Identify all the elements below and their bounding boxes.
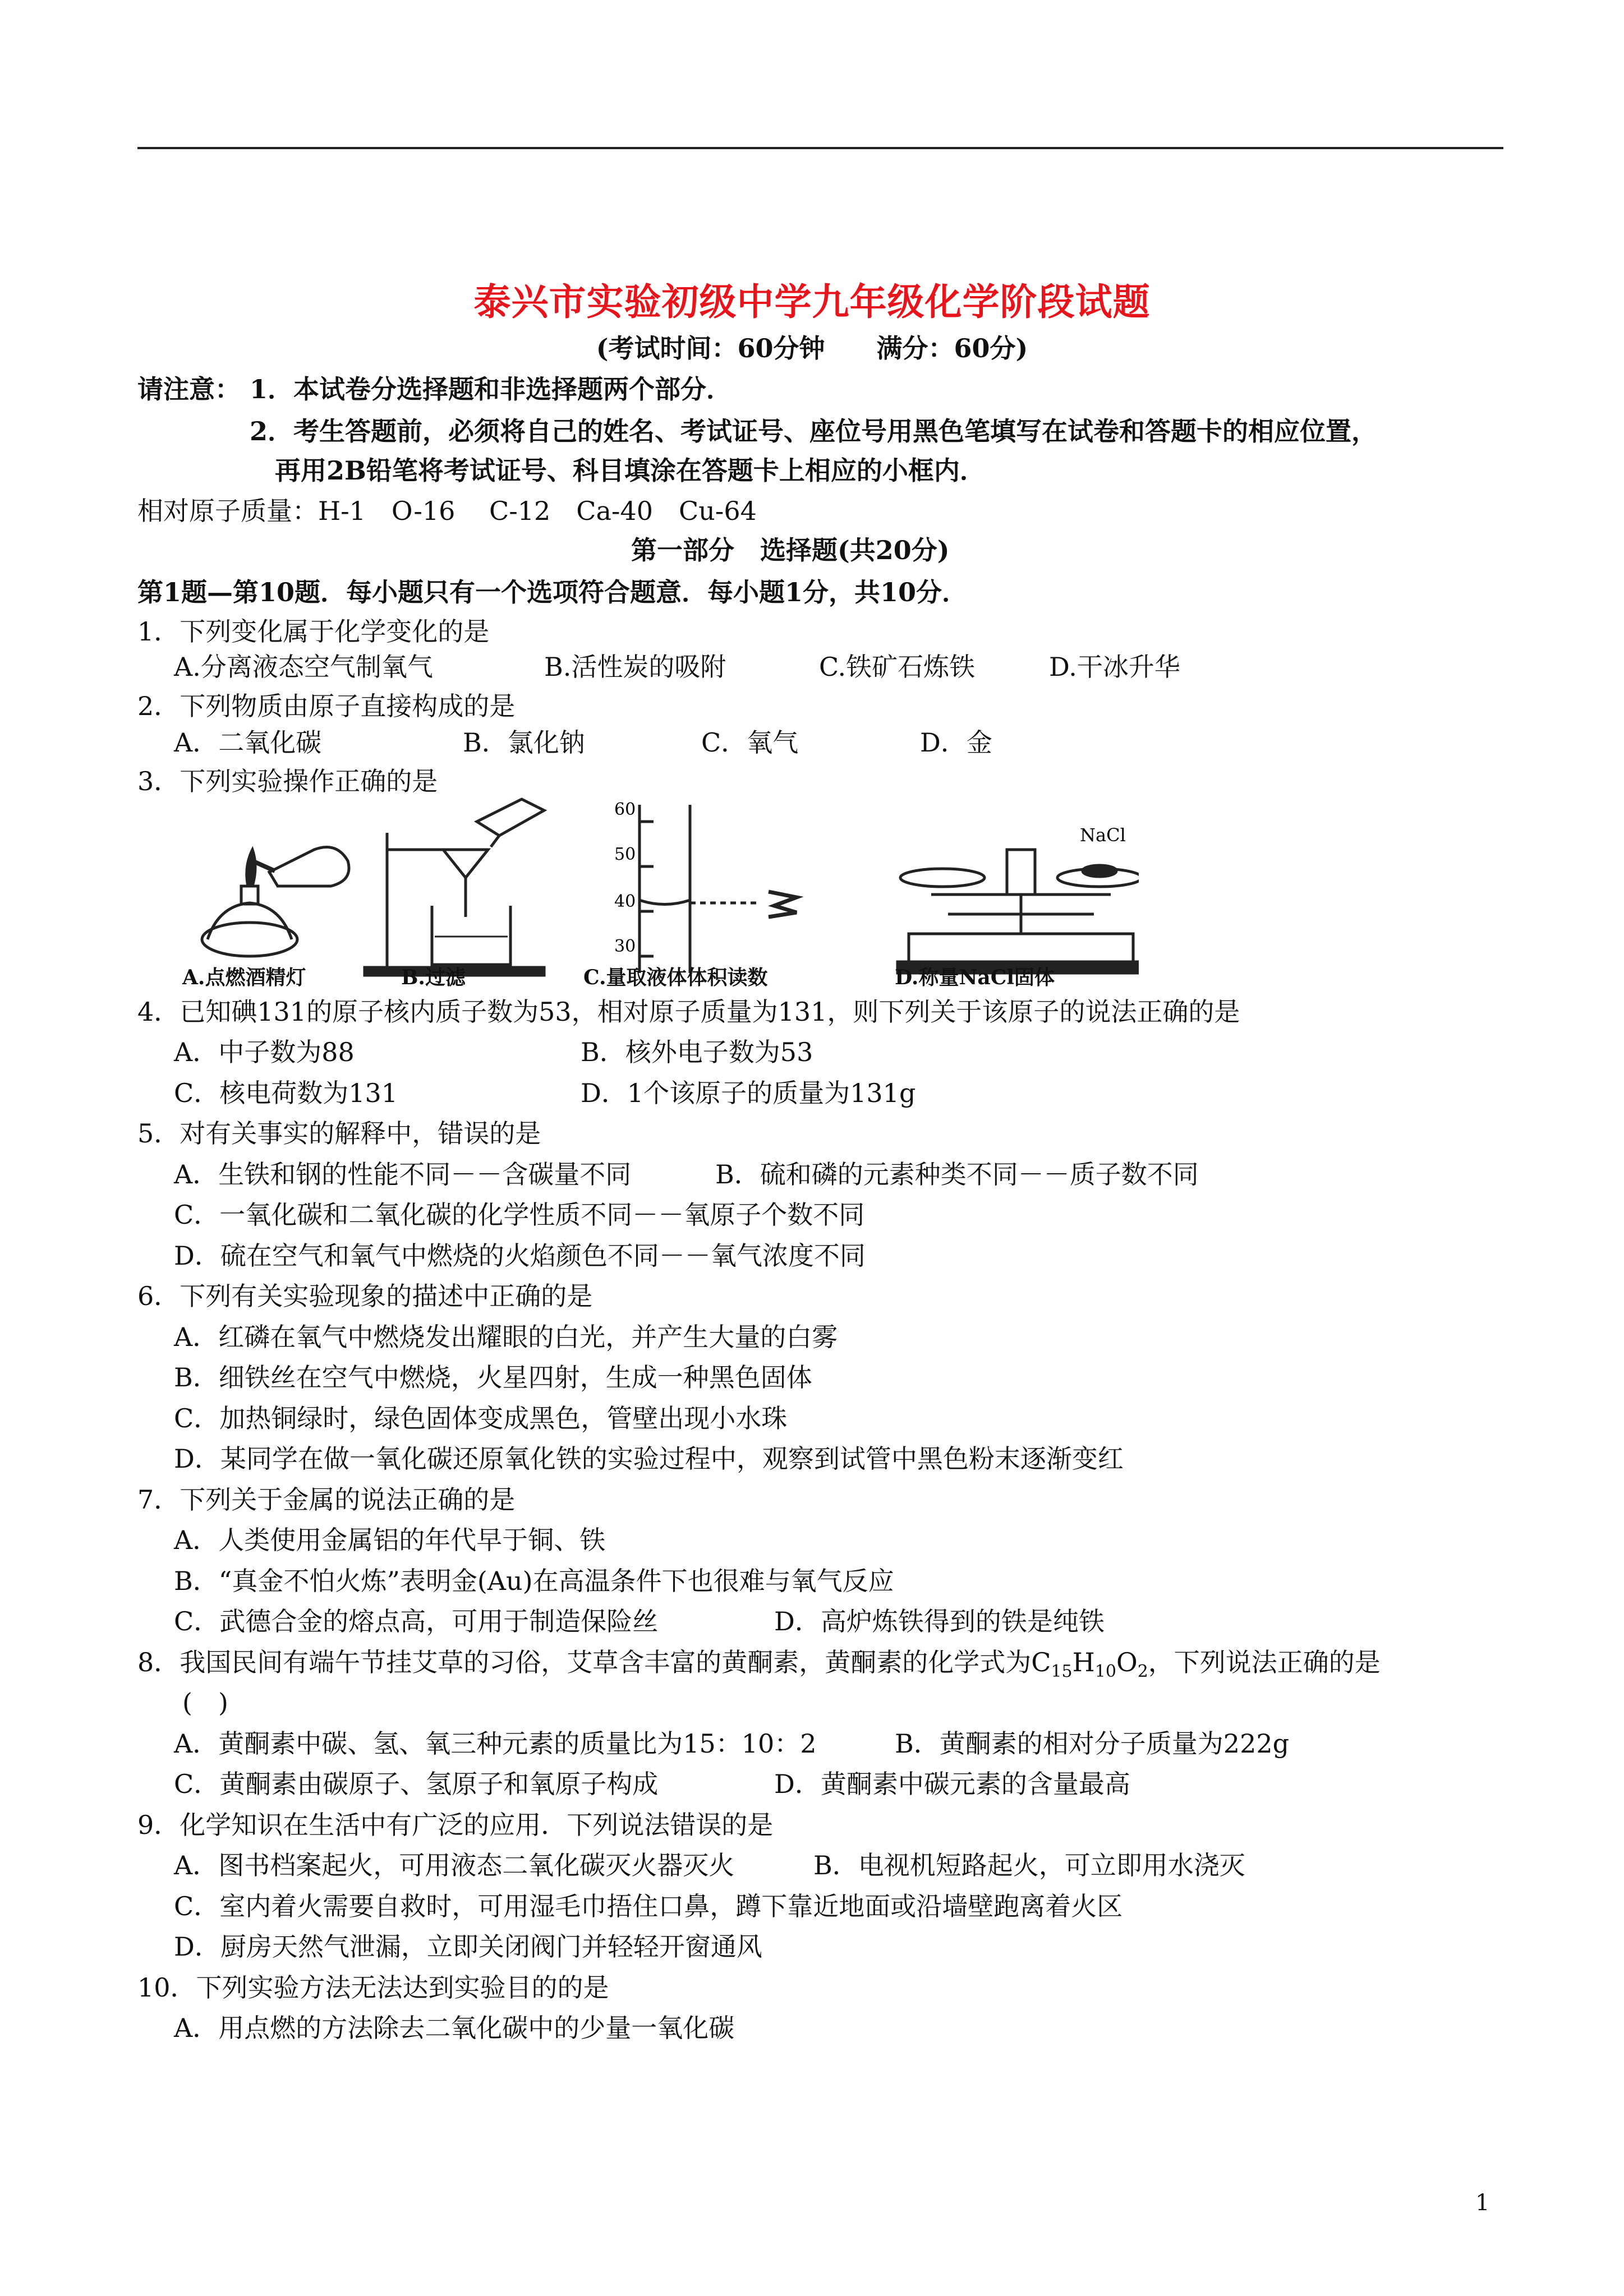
q8-sub-h: 10 — [1094, 1662, 1116, 1681]
q6-option-b: B．细铁丝在空气中燃烧，火星四射，生成一种黑色固体 — [174, 1362, 812, 1393]
q5-stem: 5．对有关事实的解释中，错误的是 — [137, 1118, 541, 1149]
q4-option-d: D．1个该原子的质量为131g — [581, 1078, 916, 1108]
q4-stem: 4．已知碘131的原子核内质子数为53，相对原子质量为131，则下列关于该原子的说法正确的是 — [137, 997, 1240, 1027]
q1-option-d: D.干冰升华 — [1049, 652, 1180, 682]
tick-50: 50 — [614, 845, 636, 864]
q2-option-d: D．金 — [920, 727, 992, 758]
fig-alcohol-lamp-icon — [202, 847, 349, 957]
q6-option-c: C．加热铜绿时，绿色固体变成黑色，管壁出现小水珠 — [174, 1403, 788, 1433]
q10-option-a: A．用点燃的方法除去二氧化碳中的少量一氧化碳 — [174, 2013, 735, 2043]
atomic-masses: 相对原子质量：H-1 O-16 C-12 Ca-40 Cu-64 — [137, 496, 757, 526]
q8-stem — [137, 1645, 1381, 1689]
q8-option-d: D．黄酮素中碳元素的含量最高 — [774, 1769, 1130, 1799]
q9-option-c: C．室内着火需要自救时，可用湿毛巾捂住口鼻，蹲下靠近地面或沿墙壁跑离着火区 — [174, 1891, 1123, 1921]
q8-option-b: B．黄酮素的相对分子质量为222g — [895, 1728, 1290, 1759]
tick-30: 30 — [614, 937, 636, 956]
page-number: 1 — [1475, 2190, 1490, 2216]
q6-option-d: D．某同学在做一氧化碳还原氧化铁的实验过程中，观察到试管中黑色粉末逐渐变红 — [174, 1444, 1124, 1474]
q7-option-d: D．高炉炼铁得到的铁是纯铁 — [774, 1606, 1105, 1636]
q8-sub-c: 15 — [1051, 1662, 1073, 1681]
notes-label: 请注意： — [137, 374, 241, 404]
q4-option-b: B．核外电子数为53 — [581, 1037, 813, 1067]
q2-option-a: A．二氧化碳 — [174, 727, 322, 758]
q2-stem: 2．下列物质由原子直接构成的是 — [137, 691, 516, 721]
q1-option-b: B.活性炭的吸附 — [544, 652, 726, 682]
note-2b: 再用2B铅笔将考试证号、科目填涂在答题卡上相应的小框内． — [275, 455, 986, 486]
q8-option-a: A．黄酮素中碳、氢、氧三种元素的质量比为15：10：2 — [174, 1728, 817, 1759]
q2-option-b: B．氯化钠 — [463, 727, 585, 758]
fig-measuring-cylinder-icon — [640, 805, 797, 973]
q6-stem: 6．下列有关实验现象的描述中正确的是 — [137, 1281, 593, 1311]
section1-instructions: 第1题—第10题．每小题只有一个选项符合题意．每小题1分，共10分． — [137, 577, 968, 607]
tick-40: 40 — [614, 892, 636, 911]
page-title: 泰兴市实验初级中学九年级化学阶段试题 — [473, 280, 1151, 324]
q1-option-c: C.铁矿石炼铁 — [819, 652, 976, 682]
section1-title: 第一部分 选择题(共20分) — [631, 535, 950, 565]
q1-stem: 1．下列变化属于化学变化的是 — [137, 616, 490, 647]
q8-stem-pre: 8．我国民间有端午节挂艾草的习俗，艾草含丰富的黄酮素，黄酮素的化学式为C — [137, 1647, 1051, 1677]
q8-paren: ( ) — [182, 1688, 228, 1718]
q1-option-a: A.分离液态空气制氧气 — [174, 652, 433, 682]
header-rule — [137, 147, 1503, 149]
q8-stem-post: ，下列说法正确的是 — [1148, 1647, 1381, 1677]
q5-option-b: B．硫和磷的元素种类不同－－质子数不同 — [715, 1159, 1199, 1190]
q2-option-c: C．氧气 — [701, 727, 799, 758]
fig-balance-icon — [898, 850, 1139, 973]
q10-stem: 10．下列实验方法无法达到实验目的的是 — [137, 1972, 609, 2003]
tick-60: 60 — [614, 800, 636, 819]
note-2a: 2．考生答题前，必须将自己的姓名、考试证号、座位号用黑色笔填写在试卷和答题卡的相应位置， — [250, 416, 1378, 446]
q7-option-b: B．“真金不怕火炼”表明金(Au)在高温条件下也很难与氧气反应 — [174, 1566, 894, 1596]
q4-option-a: A．中子数为88 — [174, 1037, 355, 1067]
q6-option-a: A．红磷在氧气中燃烧发出耀眼的白光，并产生大量的白雾 — [174, 1322, 838, 1352]
fig-filtration-icon — [365, 799, 544, 975]
q8-formula-o: O — [1116, 1647, 1138, 1677]
q7-option-c: C．武德合金的熔点高，可用于制造保险丝 — [174, 1606, 659, 1636]
exam-info: (考试时间：60分钟 满分：60分) — [596, 333, 1028, 363]
q9-option-a: A．图书档案起火，可用液态二氧化碳灭火器灭火 — [174, 1850, 735, 1880]
q3-caption-c: C.量取液体体积读数 — [583, 966, 768, 989]
note-1: 1．本试卷分选择题和非选择题两个部分． — [250, 374, 733, 404]
q4-option-c: C．核电荷数为131 — [174, 1078, 398, 1108]
q3-caption-a: A.点燃酒精灯 — [182, 966, 306, 989]
q5-option-d: D．硫在空气和氧气中燃烧的火焰颜色不同－－氧气浓度不同 — [174, 1241, 866, 1271]
q8-sub-o: 2 — [1137, 1662, 1148, 1681]
q9-stem: 9．化学知识在生活中有广泛的应用．下列说法错误的是 — [137, 1810, 774, 1840]
q3-caption-d: D.称量NaCl固体 — [895, 966, 1055, 989]
q3-caption-b: B.过滤 — [401, 966, 466, 989]
q8-option-c: C．黄酮素由碳原子、氢原子和氧原子构成 — [174, 1769, 659, 1799]
q5-option-c: C．一氧化碳和二氧化碳的化学性质不同－－氧原子个数不同 — [174, 1200, 865, 1230]
q7-stem: 7．下列关于金属的说法正确的是 — [137, 1484, 516, 1515]
fig-nacl-label: NaCl — [1080, 824, 1126, 846]
q7-option-a: A．人类使用金属铝的年代早于铜、铁 — [174, 1525, 606, 1555]
q5-option-a: A．生铁和钢的性能不同－－含碳量不同 — [174, 1159, 632, 1190]
q9-option-d: D．厨房天然气泄漏，立即关闭阀门并轻轻开窗通风 — [174, 1931, 762, 1962]
q8-formula-h: H — [1072, 1647, 1095, 1677]
q3-stem: 3．下列实验操作正确的是 — [137, 766, 438, 796]
q9-option-b: B．电视机短路起火，可立即用水浇灭 — [813, 1850, 1245, 1880]
